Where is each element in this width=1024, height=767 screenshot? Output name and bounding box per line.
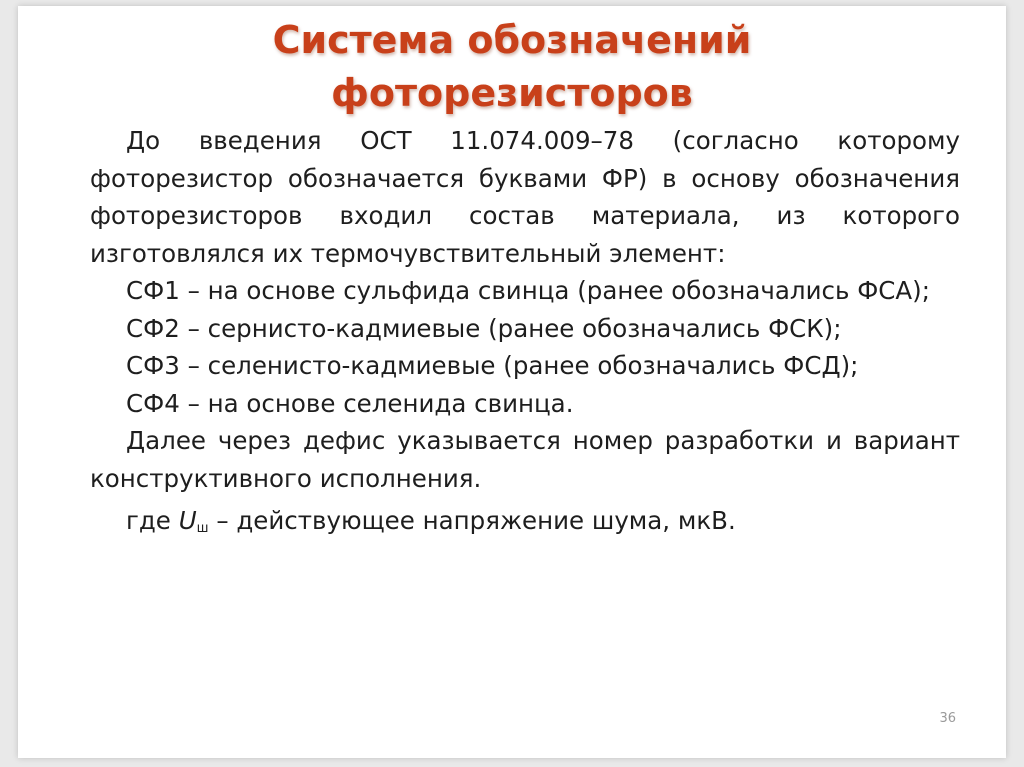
list-item-sf4: СФ4 – на основе селенида свинца. bbox=[126, 388, 574, 418]
formula-prefix: где bbox=[126, 506, 179, 535]
page-number: 36 bbox=[939, 711, 956, 726]
list-item-sf2: СФ2 – сернисто-кадмиевые (ранее обозначались ФСК); bbox=[126, 313, 842, 343]
slide-title-line-2: фоторезисторов bbox=[331, 71, 693, 115]
slide-title-line-1: Система обозначений bbox=[272, 18, 752, 62]
formula-description: – действующее напряжение шума, мкВ. bbox=[208, 506, 736, 535]
formula-note bbox=[90, 502, 960, 548]
list-item-sf3: СФ3 – селенисто-кадмиевые (ранее обозначались ФСД); bbox=[126, 351, 859, 380]
list-item-sf1: СФ1 – на основе сульфида свинца (ранее обозначались ФСА); bbox=[126, 276, 930, 305]
slide-body bbox=[90, 122, 960, 548]
suffix-paragraph: Далее через дефис указывается номер разработки и вариант конструктивного исполнения. bbox=[90, 426, 960, 493]
intro-paragraph: До введения ОСТ 11.074.009–78 (согласно которому фоторезистор обозначается буквами ФР) в основу обозначения фоторезисторов входил состав материала, из которого изготовлялся их термочувствительный элемент: bbox=[90, 126, 960, 268]
slide bbox=[18, 6, 1006, 758]
formula-variable: U bbox=[178, 506, 197, 535]
formula-subscript: ш bbox=[196, 521, 209, 536]
slide-title bbox=[18, 14, 1006, 120]
